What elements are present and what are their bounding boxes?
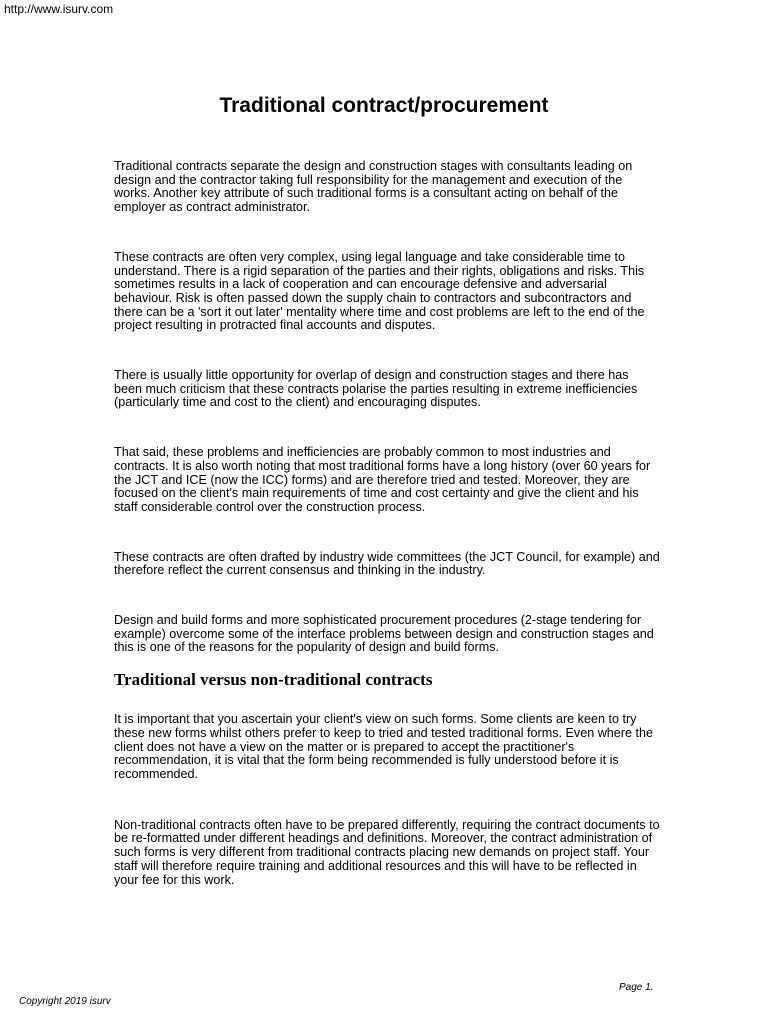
paragraph: Design and build forms and more sophisticated procurement procedures (2-stage tendering for example) overcome some of the interface problems between design and construction stages and this is one of the reasons for the popularity of design and build forms.: [114, 613, 654, 655]
paragraph: These contracts are often very complex, using legal language and take considerable time to understand. There is a rigid separation of the parties and their rights, obligations and risks. This sometimes results in a lack of cooperation and can encourage defensive and adversarial behaviour. Risk is often passed down the supply chain to contractors and subcontractors and there can be a 'sort it out later' mentality where time and cost problems are left to the end of the project resulting in protracted final accounts and disputes.: [114, 249, 645, 333]
copyright-notice: Copyright 2019 isurv: [19, 996, 111, 1007]
paragraph: Non-traditional contracts often have to be prepared differently, requiring the contract documents to be re-formatted under different headings and definitions. Moreover, the contract administration of such forms is very different from traditional contracts placing new demands on project staff. Your staff will therefore require training and additional resources and this will have to be reflected in your fee for this work.: [114, 817, 660, 887]
paragraph: It is important that you ascertain your client's view on such forms. Some clients are keen to try these new forms whilst others prefer to keep to tried and tested traditional forms. Even where the client does not have a view on the matter or is prepared to accept the practitioner's recommendation, it is vital that the form being recommended is fully understood before it is recommended.: [114, 712, 654, 781]
document-body: [114, 160, 660, 887]
paragraph: These contracts are often drafted by industry wide committees (the JCT Council, for example) and therefore reflect the current consensus and thinking in the industry.: [114, 549, 660, 578]
paragraph: That said, these problems and inefficiencies are probably common to most industries and contracts. It is also worth noting that most traditional forms have a long history (over 60 years for the JCT and ICE (now the ICC) forms) and are therefore tried and tested. Moreover, they are focused on the client's main requirements of time and cost certainty and give the client and his staff considerable control over the construction process.: [114, 445, 651, 514]
paragraph: Traditional contracts separate the design and construction stages with consultants leading on design and the contractor taking full responsibility for the management and execution of the works. Another key attribute of such traditional forms is a consultant acting on behalf of the employer as contract administrator.: [114, 159, 633, 215]
page-url: http://www.isurv.com: [4, 2, 114, 16]
paragraph: There is usually little opportunity for overlap of design and construction stages and there has been much criticism that these contracts polarise the parties resulting in extreme inefficiencies (particularly time and cost to the client) and encouraging disputes.: [114, 368, 638, 410]
section-heading: Traditional versus non-traditional contracts: [114, 670, 433, 690]
document-title: Traditional contract/procurement: [219, 94, 549, 117]
page-number: Page 1.: [619, 982, 654, 993]
